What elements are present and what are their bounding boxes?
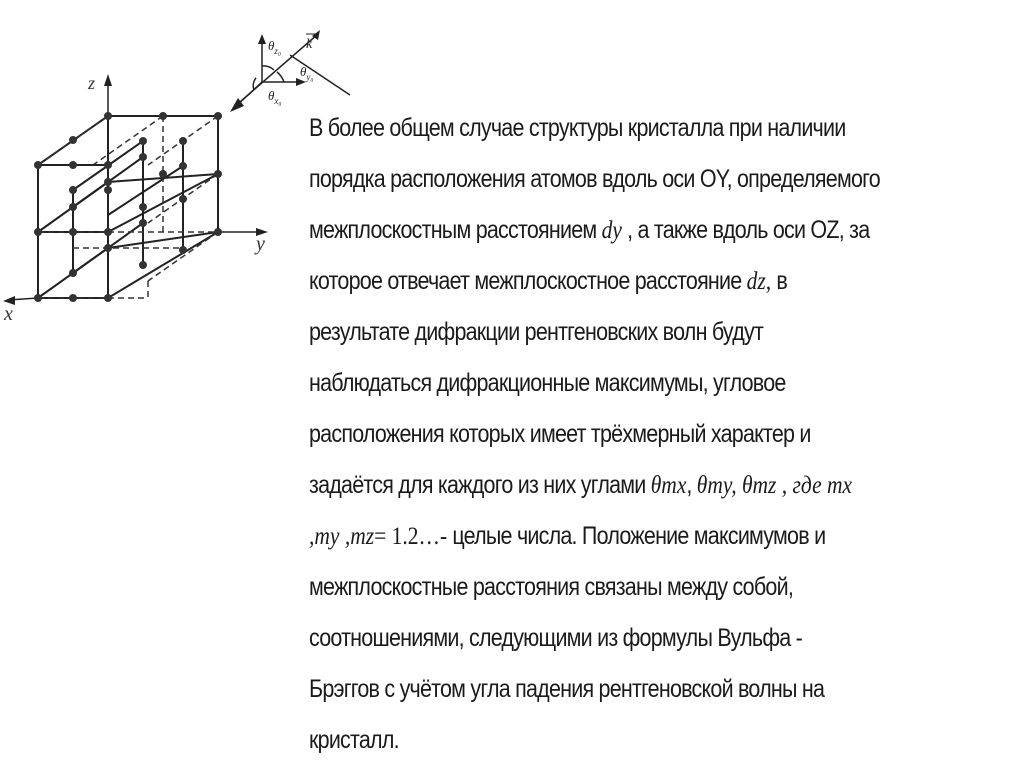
dy-symbol: dy bbox=[601, 217, 622, 244]
text-line-10: межплоскостные расстояния связаны между собой, bbox=[309, 573, 794, 601]
theta-z-label: θ bbox=[268, 38, 275, 53]
theta-y-sub: y₀ bbox=[306, 72, 314, 82]
theta-z-sub: z₀ bbox=[274, 46, 282, 56]
text-line-2: порядка расположения атомов вдоль оси OY, определяемого bbox=[309, 165, 880, 193]
my-mz-symbols: ,my ,mz bbox=[309, 523, 375, 550]
text-line-8c: , bbox=[686, 471, 697, 499]
k-label: k bbox=[306, 37, 313, 52]
text-line-5: результате дифракции рентгеновских волн будут bbox=[309, 318, 764, 346]
text-line-9c: целые числа. Положение максимумов и bbox=[447, 522, 826, 550]
text-line-8a: задаётся для каждого из них углами bbox=[309, 471, 651, 499]
crystal-lattice-figure bbox=[0, 0, 360, 340]
theta-x-sub: x₀ bbox=[274, 96, 282, 106]
text-line-3a: межплоскостным расстоянием bbox=[309, 216, 602, 244]
axis-z-label: z bbox=[88, 73, 96, 93]
axis-y-label: y bbox=[256, 233, 265, 255]
text-line-8 bbox=[309, 460, 945, 511]
text-line-9 bbox=[309, 511, 945, 562]
svg-text:θx₀ bbox=[268, 88, 282, 106]
text-line-1: В более общем случае структуры кристалла при наличии bbox=[309, 114, 846, 142]
body-text bbox=[309, 103, 945, 766]
theta-y-label: θ bbox=[300, 64, 307, 79]
text-line-13: кристалл. bbox=[309, 726, 399, 754]
text-line-4a: которое отвечает межплоскостное расстояние bbox=[309, 267, 747, 295]
text-line-11: соотношениями, следующими из формулы Вульфа - bbox=[309, 624, 803, 652]
svg-text:θz₀ bbox=[268, 38, 281, 56]
text-line-3c: , а также вдоль оси OZ, за bbox=[621, 216, 870, 244]
z0-arrow-icon bbox=[258, 34, 266, 44]
axis-x-label: x bbox=[4, 303, 13, 325]
text-line-7: расположения которых имеет трёхмерный характер и bbox=[309, 420, 811, 448]
theta-my-mz-symbols: θmy, θmz , где mx bbox=[696, 472, 853, 499]
y0-arrow-icon bbox=[296, 78, 306, 86]
text-line-6: наблюдаться дифракционные максимумы, угловое bbox=[309, 369, 786, 397]
wave-vector-diagram bbox=[235, 34, 350, 107]
lattice-dashed-lines bbox=[38, 116, 218, 298]
axes bbox=[8, 80, 262, 300]
text-line-4 bbox=[309, 256, 945, 307]
text-line-12: Брэггов с учётом угла падения рентгеновской волны на bbox=[309, 675, 825, 703]
dz-symbol: dz, bbox=[746, 268, 772, 295]
lattice-solid-lines bbox=[38, 116, 218, 298]
z-axis-arrow-icon bbox=[104, 74, 112, 86]
theta-mx-symbol: θmx bbox=[650, 472, 687, 499]
text-line-3 bbox=[309, 205, 945, 256]
theta-x-label: θ bbox=[268, 88, 275, 103]
text-line-4c: в bbox=[771, 267, 788, 295]
integer-range: = 1.2…- bbox=[374, 523, 448, 550]
